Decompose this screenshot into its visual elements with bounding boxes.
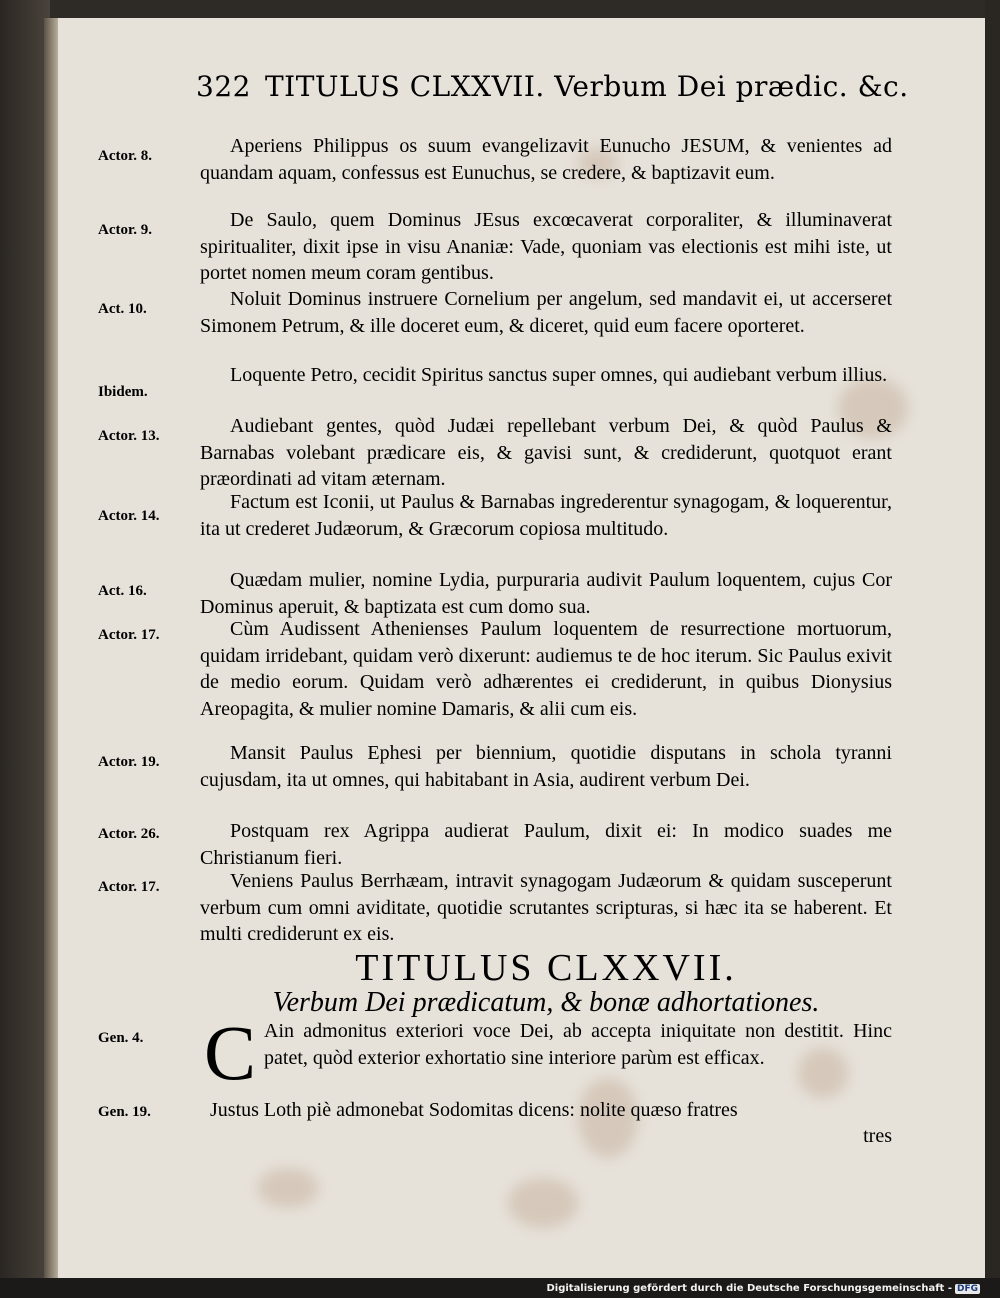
margin-reference: Act. 16. — [98, 583, 147, 599]
section-subtitle: Verbum Dei prædicatum, & bonæ adhortationes. — [272, 987, 820, 1018]
entry-paragraph: Audiebant gentes, quòd Judæi repellebant verbum Dei, & quòd Paulus & Barnabas volebant prædicare eis, & gavisi sunt, & crediderunt, quotquot erant præordinati ad vitam æternam. — [200, 415, 892, 491]
catchword: tres — [863, 1125, 892, 1147]
running-head — [196, 70, 909, 103]
margin-reference: Ibidem. — [98, 384, 148, 400]
entry-paragraph: Justus Loth piè admonebat Sodomitas dicens: nolite quæso fratres — [210, 1099, 738, 1121]
margin-reference: Actor. 13. — [98, 428, 160, 444]
margin-reference: Actor. 17. — [98, 879, 160, 895]
dropcap-paragraph — [200, 1009, 892, 1096]
stain — [508, 1178, 578, 1228]
entry-paragraph: Quædam mulier, nomine Lydia, purpuraria audivit Paulum loquentem, cujus Cor Dominus aperuit, & baptizata est cum domo sua. — [200, 569, 892, 618]
section-title: TITULUS CLXXVII. — [355, 947, 737, 989]
margin-reference: Actor. 17. — [98, 627, 160, 643]
margin-reference: Act. 10. — [98, 301, 147, 317]
entry-paragraph: Veniens Paulus Berrhæam, intravit synagogam Judæorum & quidam susceperunt verbum cum omni aviditate, quotidie scrutantes scripturas, si hæc ita se haberent. Et multi crediderunt ex eis. — [200, 870, 892, 946]
entry-paragraph: Mansit Paulus Ephesi per biennium, quotidie disputans in schola tyranni cujusdam, ita ut omnes, qui habitabant in Asia, audirent verbum Dei. — [200, 742, 892, 791]
digitization-credit — [0, 1283, 980, 1297]
entry-paragraph: Aperiens Philippus os suum evangelizavit Eunucho JESUM, & venientes ad quandam aquam, confessus est Eunuchus, se credere, & baptizavit eum. — [200, 135, 892, 184]
margin-reference: Actor. 19. — [98, 754, 160, 770]
margin-reference: Actor. 9. — [98, 222, 153, 238]
entry-paragraph: Noluit Dominus instruere Cornelium per angelum, sed mandavit ei, ut accerseret Simonem Petrum, & ille doceret eum, & diceret, quid eum facere oporteret. — [200, 288, 892, 337]
page-number: 322 — [196, 70, 251, 103]
entry-paragraph: Loquente Petro, cecidit Spiritus sanctus super omnes, qui audiebant verbum illius. — [230, 364, 888, 386]
paragraph-text: Ain admonitus exteriori voce Dei, ab accepta iniquitate non destitit. Hinc patet, quòd exterior exhortatio sine interiore parùm est efficax. — [264, 1020, 892, 1069]
credit-text: Digitalisierung gefördert durch die Deutsche Forschungsgemeinschaft - — [546, 1283, 952, 1294]
scan-border-right — [985, 0, 1000, 1298]
entry-paragraph: Cùm Audissent Athenienses Paulum loquentem de resurrectione mortuorum, quidam irridebant, quidam verò dixerunt: audiemus te de hoc iterum. Sic Paulus exivit de medio eorum. Quidam verò adhærentes ei crediderunt, in quibus Dionysius Areopagita, & mulier nomine Damaris, & alii cum eis. — [200, 618, 892, 720]
scan-border-left — [0, 0, 50, 1298]
running-title: TITULUS CLXXVII. Verbum Dei prædic. &c. — [264, 70, 909, 103]
margin-reference: Actor. 26. — [98, 826, 160, 842]
scan-border-top — [0, 0, 1000, 18]
entry-paragraph: Factum est Iconii, ut Paulus & Barnabas ingrederentur synagogam, & loquerentur, ita ut crederet Judæorum, & Græcorum copiosa multitudo. — [200, 491, 892, 540]
drop-capital: C — [204, 1009, 257, 1096]
margin-reference: Actor. 14. — [98, 508, 160, 524]
entry-paragraph: Postquam rex Agrippa audierat Paulum, dixit ei: In modico suades me Christianum fieri. — [200, 820, 892, 869]
margin-reference: Gen. 19. — [98, 1104, 151, 1120]
stain — [258, 1168, 318, 1208]
margin-reference: Gen. 4. — [98, 1030, 144, 1046]
entry-paragraph: De Saulo, quem Dominus JEsus excœcaverat corporaliter, & illuminaverat spiritualiter, dixit ipse in visu Ananiæ: Vade, quoniam vas electionis est mihi iste, ut portet nomen meum coram gentibus. — [200, 209, 892, 285]
book-page-edge — [44, 18, 58, 1278]
dfg-logo: DFG — [956, 1284, 978, 1294]
margin-reference: Actor. 8. — [98, 148, 153, 164]
